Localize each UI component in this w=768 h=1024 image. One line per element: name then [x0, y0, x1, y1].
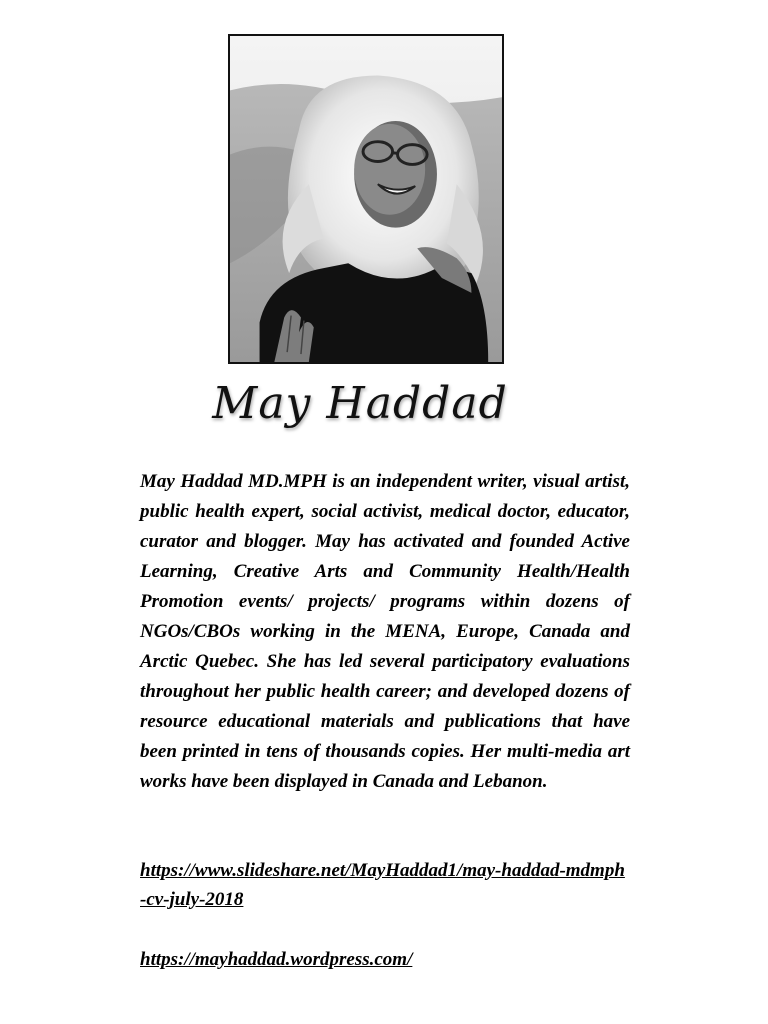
author-bio: May Haddad MD.MPH is an independent writer, visual artist, public health expert, social activist, medical doctor, educator, curator and blogger. May has activated and founded Active Learning, Creative Arts and Community Health/Health Promotion events/ projects/ programs within dozens of NGOs/CBOs working in the MENA, Europe, Canada and Arctic Quebec. She has led several participatory evaluations throughout her public health career; and developed dozens of resource educational materials and publications that have been printed in tens of thousands copies. Her multi-media art works have been displayed in Canada and Lebanon.: [140, 471, 630, 792]
portrait-image: [230, 36, 502, 362]
blog-link[interactable]: https://mayhaddad.wordpress.com/: [140, 949, 413, 970]
portrait-photo: [228, 34, 504, 364]
author-name: May Haddad: [212, 378, 508, 429]
slideshare-link[interactable]: https://www.slideshare.net/MayHaddad1/may-haddad-mdmph-cv-july-2018: [140, 860, 625, 910]
